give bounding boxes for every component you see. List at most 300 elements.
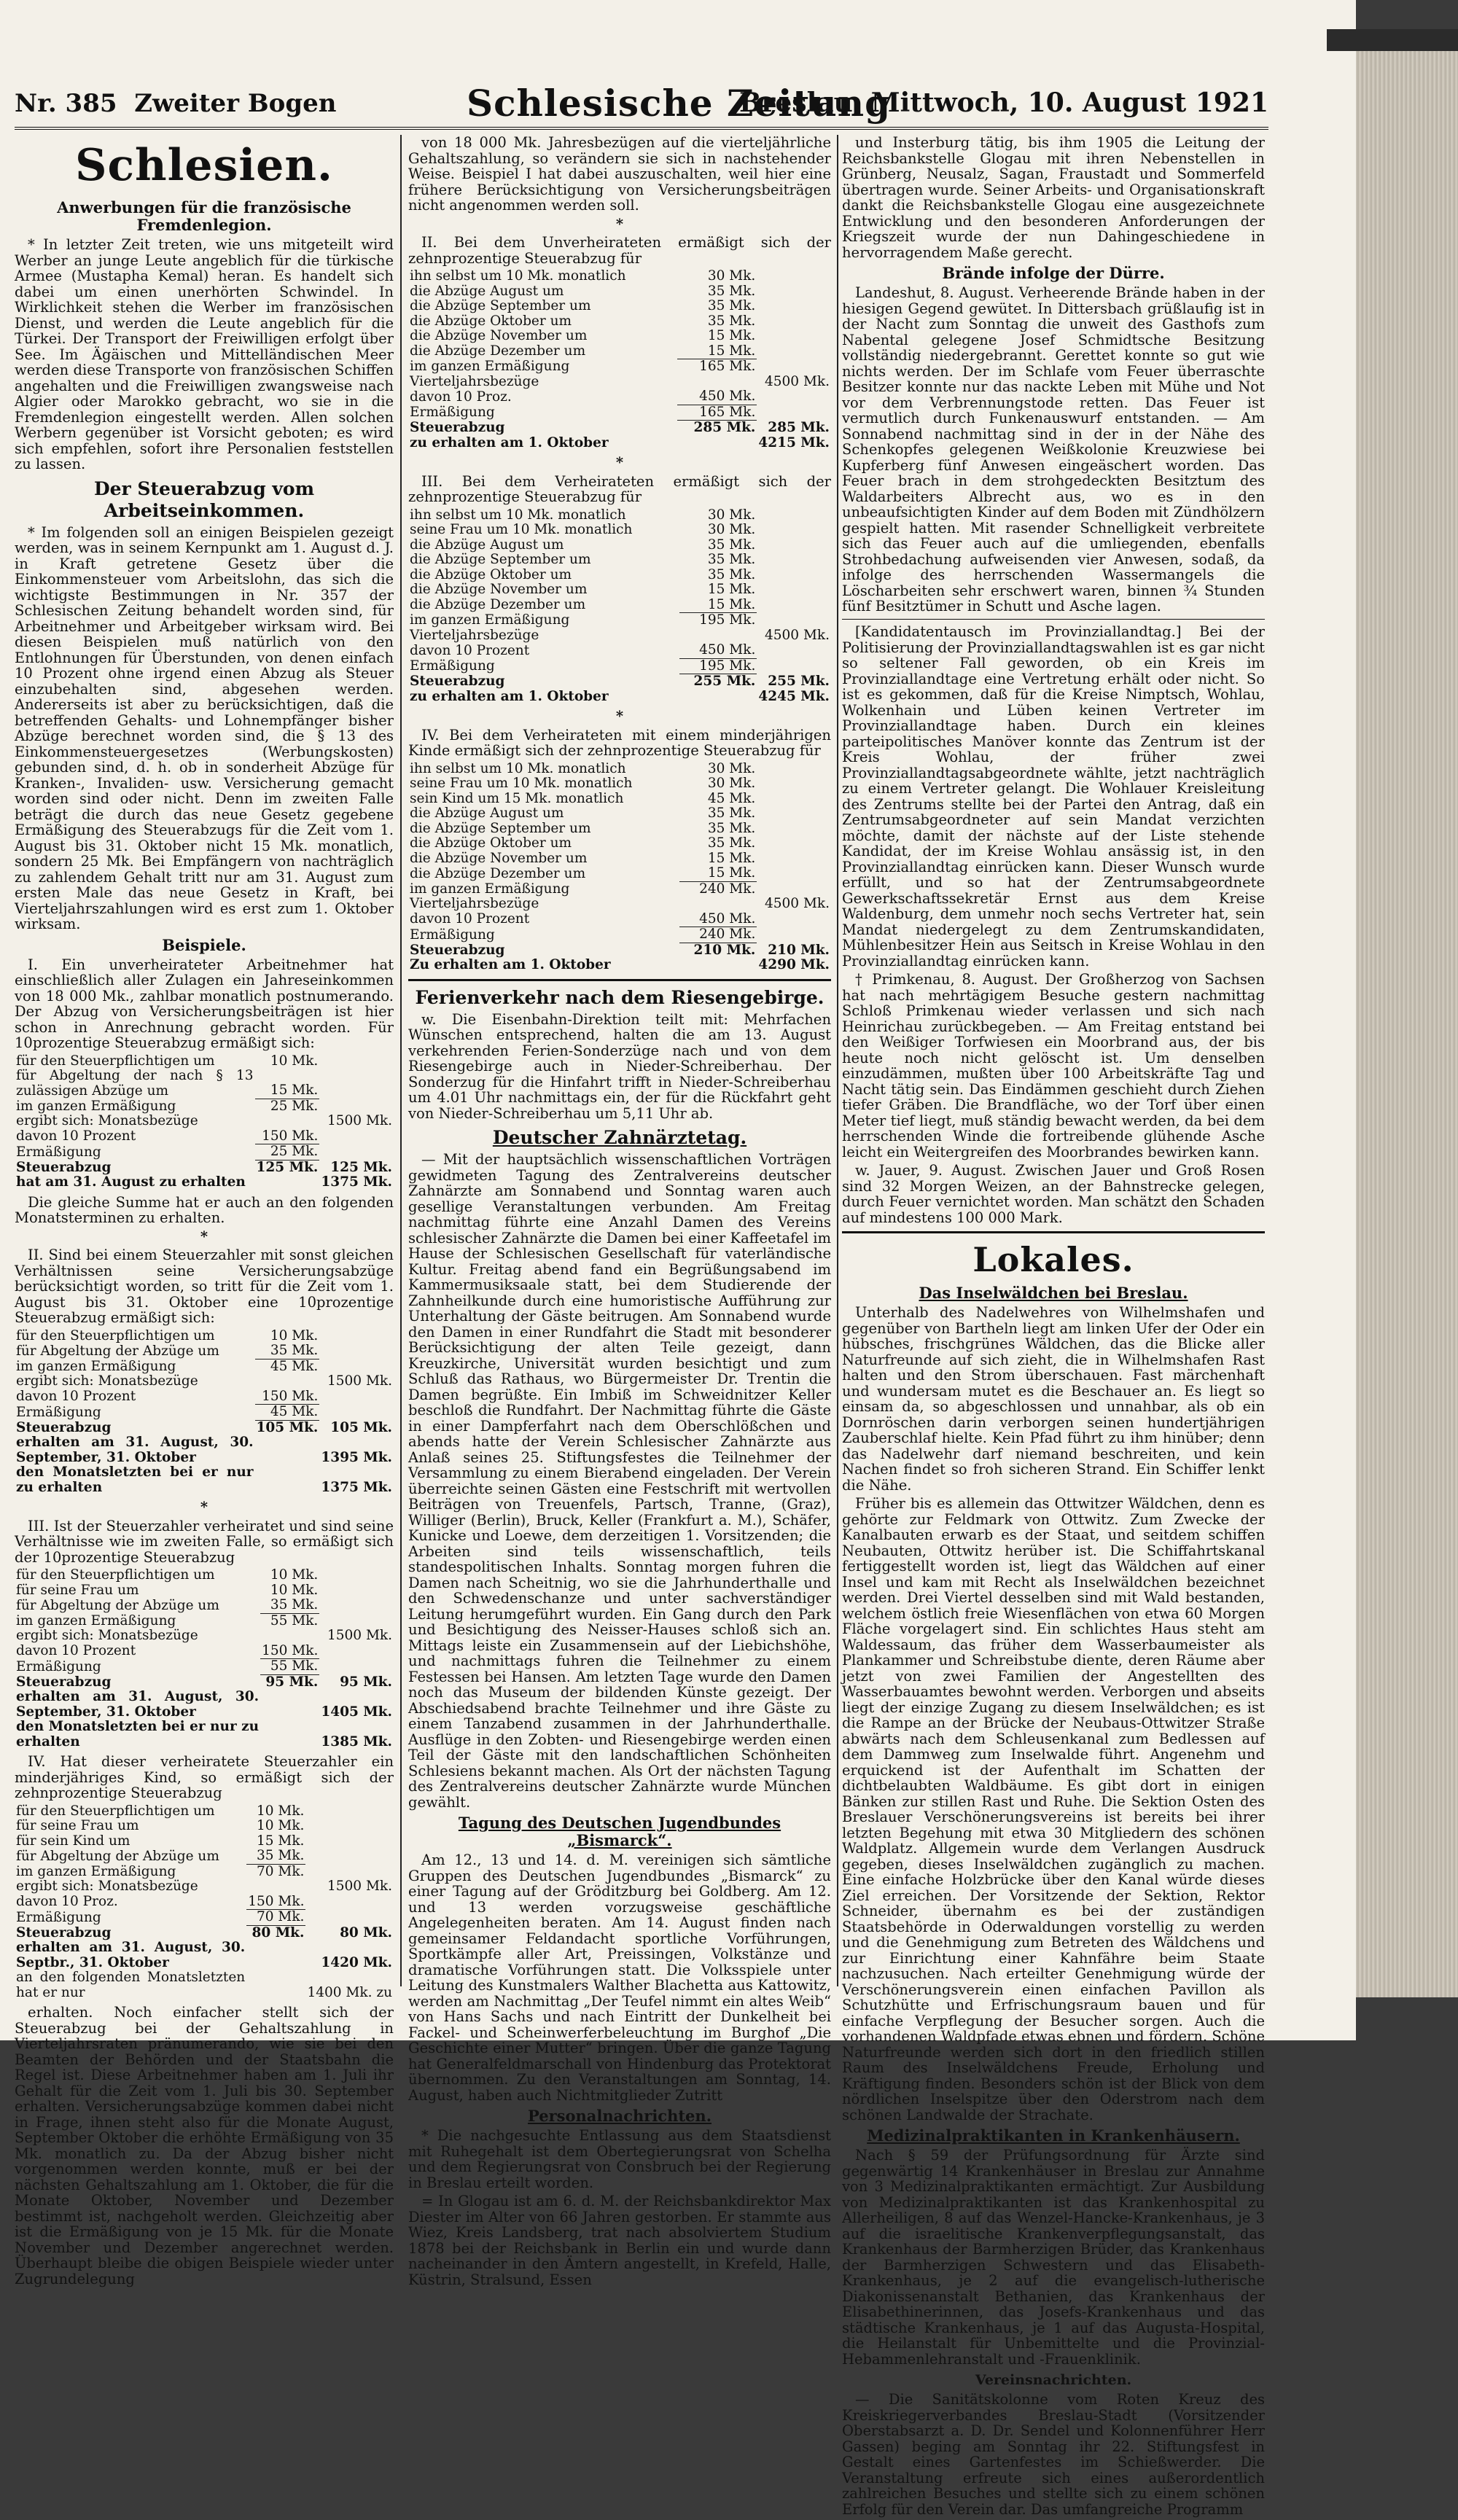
calc-value: 210 Mk. — [679, 943, 757, 958]
calc-value: 15 Mk. — [707, 328, 756, 343]
calc-label: zu erhalten am 1. Oktober — [410, 688, 609, 704]
calc-label: für den Steuerpflichtigen um — [16, 1803, 215, 1819]
calc-value: 240 Mk. — [679, 881, 757, 897]
calc-label: im ganzen Ermäßigung — [16, 1358, 176, 1374]
calc-total: 4290 Mk. — [758, 957, 830, 972]
calc-value: 35 Mk. — [707, 820, 756, 836]
calc-total — [319, 1583, 394, 1599]
calc-label: Ermäßigung — [16, 1144, 101, 1160]
calc-row — [408, 436, 831, 451]
calc-label: Ermäßigung — [16, 1404, 101, 1420]
calc-label: davon 10 Proz. — [410, 389, 512, 405]
article-text: * Im folgenden soll an einigen Beispielen gezeigt werden, was in seinem Kernpunkt am 1. August d. J. in Kraft getretene Gesetz über die Einkommensteuer vom Arbeitslohn, das sich die wichtigste Bestimmungen in Nr. 357 der Schlesischen Zeitung behandelt worden sind, für Arbeitnehmer und Arbeitgeber wirksam wird. Bei diesen Beispielen muß natürlich von den Entlohnungen für Überstunden, von denen einfach 10 Prozent ohne irgend einen Abzug als Steuer einzubehalten sind, abgesehen werden. Andererseits ist aber zu berücksichtigen, daß die betreffenden Gehalts- und Lohnempfänger bisher Abzüge berechnet worden sind, die § 13 des Einkommensteuergesetzes (Werbungskosten) gebunden sind, d. h. ob in sonderheit Abzüge für Kranken-, Invaliden- usw. Versicherung gemacht worden sind oder nicht. Denn im zweiten Falle beträgt die durch das neue Gesetz gegebene Ermäßigung des Steuerabzugs für die Zeit vom 1. August bis 31. Oktober nicht 15 Mk. monatlich, sondern 25 Mk. Bei Empfängern von nachträglich zu zahlendem Gehalt tritt nur am 31. August zum ersten Male das neue Gesetz in Kraft, bei Vierteljahrszahlungen wird es erst zum 1. Oktober wirksam. — [15, 523, 394, 932]
calc-label: an den folgenden Monatsletzten hat er nur — [16, 1970, 246, 2000]
calc-label: die Abzüge Dezember um — [410, 343, 586, 359]
calc-value: 450 Mk. — [699, 910, 756, 927]
calc-value: 195 Mk. — [679, 613, 757, 628]
calc-total: 1500 Mk. — [327, 1879, 392, 1894]
calc-label: die Abzüge November um — [410, 582, 588, 597]
calc-row — [408, 806, 831, 822]
calc-value: 35 Mk. — [707, 566, 756, 582]
article-text: — Mit der hauptsächlich wissenschaftlichen Vorträgen gewidmeten Tagung des Zentralvereins deutscher Zahnärzte am Sonnabend und Sonntag waren auch gesellige Veranstaltungen verbunden. Am Freitag nachmittag führte eine Anzahl Damen des Vereins schlesischer Zahnärzte die Damen bei einer Kaffeetafel im Hause der Schlesischen Gesellschaft für vaterländische Kultur. Freitag abend fand ein Begrüßungsabend im Kammermusiksaale statt, bei dem Studierende der Zahnheilkunde durch eine humoristische Aufführung zur Unterhaltung der Gäste beitrugen. Am Sonnabend wurde den Damen in einer Rundfahrt die Stadt mit besonderer Berücksichtigung der alten Teile gezeigt, dann Kreuzkirche, Universität wurden besichtigt und zum Schluß das Rathaus, wo Bürgermeister Dr. Trentin die Damen begrüßte. Ein Imbiß im Schweidnitzer Keller beschloß die Rundfahrt. Der Nachmittag führte die Gäste in einer Dampferfahrt nach dem Oberschlößchen und abends hatte der Verein Schlesischer Zahnärzte aus Anlaß seines 25. Stiftungsfestes die Teilnehmer der Versammlung zu einem Bierabend eingeladen. Der Verein überreichte seinen Gästen eine Festschrift mit wertvollen Beiträgen von Treuenfels, Partsch, Tranne, (Graz), Williger (Berlin), Bruck, Keller (Frankfurt a. M.), Schäfer, Kunicke und Loewe, dem derzeitigen 1. Vorsitzenden; die Arbeiten sind teils wissenschaftlich, teils standespolitischen Inhalts. Sonntag morgen fuhren die Damen nach Scheitnig, wo sie die Jahrhunderthalle und den Schwedenschanze und unter sachverständiger Leitung herumgeführt wurden. Ein Gang durch den Park und Besichtigung des Neisser-Hauses schloß sich an. Mittags leiste ein Zusammensein auf der Liebichshöhe, und nachmittags fuhren die Teilnehmer zu einem Festessen bei Hansen. Am letzten Tage wurde den Damen noch das Museum der bildenden Künste gezeigt. Der Abschiedsabend brachte Teilnehmer und ihre Gäste zu einem Tanzabend zusammen in der Jahrhunderthalle. Ausflüge in den Zobten- und Riesengebirge werden einen Teil der Gäste mit den landschaftlichen Schönheiten Schlesiens bekannt machen. Als Ort der nächsten Tagung des Zentralvereins deutscher Zahnärzte wurde München gewählt. — [408, 1151, 832, 1811]
calc-row — [15, 1583, 394, 1599]
calc-total — [319, 1659, 394, 1675]
calc-row — [15, 1910, 394, 1926]
calc-total — [319, 1099, 394, 1114]
calc-row — [408, 628, 831, 644]
calc-label: die Abzüge August um — [410, 283, 564, 299]
calc-row — [15, 1628, 394, 1644]
calc-row — [408, 284, 831, 300]
calc-total: 4500 Mk. — [765, 373, 830, 389]
calc-value: 255 Mk. — [679, 674, 757, 690]
calc-value — [679, 628, 757, 644]
calc-row — [408, 958, 831, 973]
calc-total — [319, 1405, 394, 1421]
calc-label: die Abzüge September um — [410, 552, 591, 567]
example-intro: IV. Bei dem Verheirateten mit einem minderjährigen Kinde ermäßigt sich der zehnprozentige Steuerabzug für — [408, 726, 831, 759]
calc-label: ergibt sich: Monatsbezüge — [16, 1628, 198, 1643]
calc-label: seine Frau um 10 Mk. monatlich — [410, 522, 633, 537]
calc-row — [15, 1644, 394, 1659]
calc-row — [15, 1895, 394, 1910]
calc-table — [408, 269, 831, 450]
calc-row — [408, 851, 831, 867]
calc-row — [15, 1598, 394, 1613]
calc-row — [408, 299, 831, 314]
calc-value: 35 Mk. — [707, 537, 756, 553]
calc-label: die Abzüge Dezember um — [410, 865, 586, 881]
calc-row — [15, 1970, 394, 2000]
book-edge — [1356, 44, 1458, 1997]
section-heading-schlesien: Schlesien. — [75, 140, 333, 191]
calc-total — [319, 1069, 394, 1099]
calc-row — [15, 1720, 394, 1749]
calc-label: im ganzen Ermäßigung — [16, 1863, 176, 1879]
calc-total: 255 Mk. — [768, 674, 830, 689]
calc-row — [408, 344, 831, 359]
calc-row — [15, 1690, 394, 1720]
calc-row — [408, 375, 831, 390]
calc-label: Ermäßigung — [410, 927, 495, 943]
calc-row — [408, 762, 831, 777]
calc-label: für seine Frau um — [16, 1582, 139, 1598]
calc-total: 1385 Mk. — [321, 1733, 392, 1749]
calc-label: ihn selbst um 10 Mk. monatlich — [410, 507, 626, 523]
calc-total — [319, 1359, 394, 1374]
newspaper-title: Schlesische Zeitung — [467, 82, 892, 125]
calc-value: 45 Mk. — [707, 790, 756, 806]
calc-row — [408, 690, 831, 705]
calc-value: 15 Mk. — [707, 582, 756, 597]
calc-row — [15, 1674, 394, 1690]
calc-label: im ganzen Ermäßigung — [410, 612, 570, 628]
calc-total — [305, 1864, 394, 1879]
calc-label: die Abzüge August um — [410, 537, 564, 553]
example-intro: III. Bei dem Verheirateten ermäßigt sich der zehnprozentige Steuerabzug für — [408, 472, 831, 505]
section-heading-lokales: Lokales. — [972, 1240, 1134, 1279]
calc-row — [15, 1099, 394, 1114]
calc-value: 30 Mk. — [707, 522, 756, 537]
calc-label: die Abzüge November um — [410, 328, 588, 343]
calc-label: für seine Frau um — [16, 1818, 139, 1833]
article-text: Nach § 59 der Prüfungsordnung für Ärzte sind gegenwärtig 14 Krankenhäuser in Breslau zur Annahme von 3 Medizinalpraktikanten ermächtigt. Zur Ausbildung von Medizinalpraktikanten ist das Krankenhospital zu Allerheiligen, 8 auf das Wenzel-Hancke-Krankenhaus, je 3 auf die israelitische Krankenverpflegungsanstalt, das Krankenhaus der Barmherzigen Brüder, das Krankenhaus der Barmherzigen Schwestern und das Elisabeth-Krankenhaus, je 2 auf die evangelisch-lutherische Diakonissenanstalt Bethanien, das Krankenhaus der Elisabethinerinnen, das Josefs-Krankenhaus und das städtische Krankenhaus, je 1 auf das Augusta-Hospital, die Heilanstalt für Unbemittelte und die Provinzial-Hebammenlehranstalt und -Frauenklinik. — [842, 2147, 1265, 2368]
calc-label: hat am 31. August zu erhalten — [16, 1174, 246, 1190]
calc-row — [408, 836, 831, 851]
calc-total — [757, 568, 831, 583]
calc-total — [305, 1804, 394, 1819]
calc-value: 10 Mk. — [256, 1803, 305, 1819]
calc-label: Ermäßigung — [410, 658, 495, 674]
separator-star: * — [200, 1228, 208, 1245]
calc-row — [15, 1659, 394, 1675]
calc-label: erhalten am 31. August, 30. Septbr., 31. Oktober — [16, 1940, 246, 1970]
calc-row — [15, 1144, 394, 1160]
calc-label: Steuerabzug — [16, 1419, 112, 1435]
calc-row — [408, 329, 831, 344]
calc-value — [255, 1374, 320, 1389]
calc-row — [408, 582, 831, 598]
article-title: Deutscher Zahnärztetag. — [492, 1127, 747, 1148]
calc-value: 35 Mk. — [270, 1343, 319, 1358]
calc-total — [319, 1129, 394, 1144]
calc-value: 15 Mk. — [270, 1082, 319, 1098]
calc-row — [408, 674, 831, 690]
calc-value: 125 Mk. — [256, 1159, 319, 1175]
article-text: w. Jauer, 9. August. Zwischen Jauer und Groß Rosen sind 32 Morgen Weizen, an der Bahnstrecke gelegen, durch Feuer vernichtet worden. Man schätzt den Schaden auf mindestens 100 000 Mark. — [842, 1162, 1265, 1226]
calc-total: 1400 Mk. zu — [307, 1984, 392, 2000]
calc-total: 4500 Mk. — [765, 896, 830, 911]
calc-value — [255, 1465, 320, 1495]
article-text: und Insterburg tätig, bis ihm 1905 die Leitung der Reichsbankstelle Glogau mit ihren Nebenstellen in Grünberg, Neusalz, Sagan, Fraustadt und Sommerfeld übertragen wurde. Seiner Arbeits- und Organisationskraft dankt die Reichsbankstelle Glogau eine ausgezeichnete Entwicklung und den besonderen Anforderungen der Kriegszeit wurde der nun Dahingeschiedene in hervorragendem Maße gerecht. — [842, 134, 1265, 261]
calc-row — [408, 613, 831, 628]
calc-value: 165 Mk. — [677, 405, 757, 421]
calc-label: ergibt sich: Monatsbezüge — [16, 1373, 198, 1389]
divider — [842, 1231, 1265, 1233]
calc-label: davon 10 Prozent — [16, 1643, 136, 1658]
calc-total: 4215 Mk. — [758, 434, 830, 450]
calc-row — [408, 359, 831, 375]
calc-row — [15, 1940, 394, 1970]
calc-total — [757, 508, 831, 523]
calc-value: 15 Mk. — [707, 596, 756, 612]
calc-label: die Abzüge August um — [410, 805, 564, 821]
calc-value: 150 Mk. — [262, 1388, 319, 1404]
calc-row — [408, 405, 831, 421]
calc-value: 80 Mk. — [246, 1925, 305, 1940]
calc-label: Ermäßigung — [16, 1909, 101, 1925]
calc-total — [757, 359, 831, 375]
calc-row — [15, 1405, 394, 1421]
calc-value: 15 Mk. — [707, 850, 756, 866]
calc-total: 285 Mk. — [768, 420, 830, 435]
calc-row — [408, 881, 831, 897]
article-title: Das Inselwäldchen bei Breslau. — [919, 1284, 1188, 1302]
calc-row — [15, 1568, 394, 1583]
scan-border — [1327, 29, 1458, 51]
calc-value: 45 Mk. — [255, 1405, 320, 1421]
calc-label: davon 10 Prozent — [410, 911, 530, 927]
article-text: Am 12., 13 und 14. d. M. vereinigen sich sämtliche Gruppen des Deutschen Jugendbundes „Bismarck“ zu einer Tagung auf der Gröditzburg bei Goldberg. Am 12. und 13 werden vorzugsweise geschäftliche Angelegenheiten beraten. Am 14. August finden nach gemeinsamer Feldandacht sportliche Vorführungen, Sportkämpfe aller Art, Preissingen, Volkstänze und dramatische Vorführungen statt. Die Volksspiele unter Leitung des Kunstmalers Walther Blachetta aus Kattowitz, werden am Nachmittag „Der Teufel nimmt ein altes Weib“ von Hans Sachs und nach Eintritt der Dunkelheit bei Fackel- und Scheinwerferbeleuchtung im Burghof „Die Geschichte einer Mutter“ bringen. Über die ganze Tagung hat Generalfeldmarschall von Hindenburg das Protektorat übernommen. Zu den Veranstaltungen am Sonntag, 14. August, haben auch Nichtmitglieder Zutritt — [408, 1852, 831, 2104]
calc-row — [15, 1849, 394, 1864]
separator-star: * — [615, 454, 624, 471]
calc-total — [757, 776, 831, 792]
calc-value — [677, 375, 757, 390]
calc-label: ergibt sich: Monatsbezüge — [16, 1113, 198, 1128]
issue-number: Nr. 385 Zweiter Bogen — [15, 89, 337, 118]
calc-value: 450 Mk. — [699, 642, 756, 658]
article-text: * Die nachgesuchte Entlassung aus dem Staatsdienst mit Ruhegehalt ist dem Obertegierungsrat von Schelha und dem Regierungsrat von Consbruch bei der Regierung in Breslau erteilt worden. — [408, 2127, 831, 2191]
calc-total — [319, 1598, 394, 1613]
calc-total — [757, 269, 831, 284]
calc-value: 105 Mk. — [256, 1419, 319, 1435]
calc-total — [757, 314, 831, 329]
calc-label: Steuerabzug — [16, 1924, 112, 1940]
calc-label: ergibt sich: Monatsbezüge — [16, 1879, 198, 1894]
calc-label: davon 10 Prozent — [410, 642, 530, 658]
calc-total: 1500 Mk. — [327, 1113, 392, 1128]
calc-row — [15, 1175, 394, 1190]
calc-value: 35 Mk. — [707, 313, 756, 329]
calc-label: für den Steuerpflichtigen um — [16, 1567, 215, 1583]
calc-total — [757, 299, 831, 314]
calc-total — [319, 1329, 394, 1344]
calc-label: die Abzüge November um — [410, 850, 588, 866]
calc-row — [408, 822, 831, 837]
calc-label: Steuerabzug — [410, 942, 505, 958]
calc-table — [408, 762, 831, 973]
calc-total — [319, 1389, 394, 1405]
calc-label: Steuerabzug — [410, 674, 505, 689]
calc-total — [757, 582, 831, 598]
calc-total — [305, 1834, 394, 1849]
calc-label: für Abgeltung der nach § 13 zulässigen Abzüge um — [16, 1068, 254, 1099]
calc-total — [757, 822, 831, 837]
calc-total — [757, 881, 831, 897]
article-text: erhalten. Noch einfacher stellt sich der Steuerabzug bei der Gehaltszahlung in Vierteljahrsraten pränumerando, wie sie bei den Beamten der Behörden und der Staatsbahn die Regel ist. Diese Arbeitnehmer haben am 1. Juli ihr Gehalt für die Zeit vom 1. Juli bis 30. September erhalten. Versicherungsabzüge kommen dabei nicht in Frage, ihnen steht also für die Monate August, September Oktober die erhöhte Ermäßigung von 35 Mk. monatlich zu. Da der Abzug bisher nicht vorgenommen werden konnte, muß er bei der nächsten Gehaltszahlung am 1. Oktober, die für die Monate Oktober, November und Dezember bestimmt ist, nachgeholt werden. Gleichzeitig aber ist die Ermäßigung von je 15 Mk. für die Monate November und Dezember angerechnet werden. Überhaupt bleibe die obigen Beispiele wieder unter Zugrundelegung — [15, 2004, 394, 2287]
calc-label: für Abgeltung der Abzüge um — [16, 1597, 219, 1613]
calc-row — [408, 314, 831, 329]
calc-table — [15, 1804, 394, 2001]
example-intro: II. Bei dem Unverheirateten ermäßigt sich der zehnprozentige Steuerabzug für — [408, 234, 831, 267]
calc-label: die Abzüge Oktober um — [410, 566, 572, 582]
calc-value: 25 Mk. — [255, 1099, 320, 1114]
example-intro: III. Ist der Steuerzahler verheiratet und sind seine Verhältnisse wie im zweiten Falle, so ermäßigt sich der 10prozentige Steuerabzug — [15, 1517, 394, 1566]
calc-total — [319, 1144, 394, 1160]
article-text: Unterhalb des Nadelwehres von Wilhelmshafen und gegenüber von Bartheln liegt am linken Ufer der Oder ein hübsches, frischgrünes Wäldchen, das die Blicke aller Naturfreunde auf sich zieht, die in Wilhelmshafen Rast halten und den Strom überschauen. Fast märchenhaft und wundersam mutet es die Beschauer an. Es liegt so einsam da, so abgeschlossen und unnahbar, als ob ein Dornröschen darin verborgen seinen hundertjährigen Zauberschlaf hielte. Kein Pfad führt zu ihm hinüber; denn das Nadelwehr darf niemand beschreiten, und kein Nachen findet so froh sicheren Strand. Ein Schiffer lenkt die Nähe. — [842, 1304, 1265, 1494]
calc-row — [15, 1359, 394, 1374]
calc-value: 150 Mk. — [262, 1128, 319, 1144]
calc-row — [15, 1879, 394, 1895]
calc-label: für den Steuerpflichtigen um — [16, 1327, 215, 1343]
calc-label: im ganzen Ermäßigung — [410, 881, 570, 897]
column-rule — [400, 135, 402, 1986]
calc-total — [757, 284, 831, 300]
calc-total — [757, 523, 831, 538]
calc-value: 240 Mk. — [679, 927, 757, 943]
calc-row — [408, 508, 831, 523]
calc-total — [757, 553, 831, 568]
article-title: Personalnachrichten. — [528, 2107, 712, 2125]
calc-total: 1375 Mk. — [321, 1174, 392, 1190]
calc-row — [15, 1343, 394, 1359]
calc-total: 80 Mk. — [340, 1924, 392, 1940]
calc-total — [319, 1613, 394, 1628]
calc-total: 105 Mk. — [330, 1419, 392, 1435]
calc-value: 285 Mk. — [677, 421, 757, 436]
calc-value: 70 Mk. — [246, 1864, 305, 1879]
calc-total: 1420 Mk. — [321, 1954, 392, 1970]
article-title: Medizinalpraktikanten in Krankenhäusern. — [867, 2126, 1240, 2145]
article-text: Früher bis es allemein das Ottwitzer Wäldchen, denn es gehörte zur Feldmark von Ottwitz. Zum Zwecke der Kanalbauten erwarb es der Staat, und seitdem schiffen Neubauten, Ottwitz herüber ist. Die Schiffahrtskanal fertiggestellt worden ist, liegt das Wäldchen auf einer Insel und kam mit Recht als Inselwäldchen bezeichnet werden. Drei Viertel desselben sind mit Wald bestanden, welchem östlich freie Wiesenflächen von etwa 60 Morgen Fläche vorgelagert sind. Ein schlichtes Haus steht am Waldessaum, das früher dem Wasserbaumeister als Plankammer und Schreibstube diente, deren Räume aber jetzt von zwei Familien der Angestellten des Wasserbauamtes bewohnt werden. Verborgen und abseits liegt der einzige Zugang zu diesem Inselwäldchen; es ist die Rampe an der Brücke der Neubaus-Ottwitzer Straße abwärts nach dem Schleusenkanal zum Bedlessen auf dem Dammweg zum Inselwalde führt. Angenehm und erquickend ist der Aufenthalt im Schatten der dichtbelaubten Waldbäume. Es gibt dort in einigen Bänken zur stillen Rast und Ruhe. Die Sektion Osten des Breslauer Verschönerungsvereins ist bereits bei ihrer letzten Begehung mit etwa 30 Mitgliedern des schönen Waldplatz. Allgemein wurde dem Verlangen Ausdruck gegeben, dieses Inselwäldchen zugänglich zu machen. Eine einfache Holzbrücke über den Kanal würde dieses Ziel erreichen. Der Vorsitzende der Sektion, Rektor Schneider, übernahm es bei der zuständigen Staatsbehörde in Oderwaldungen vorstellig zu werden und die Genehmigung zum Betreten des Wäldchens und zur Einrichtung einer Kahnfähre beim Staate nachzusuchen. Nach erteilter Genehmigung würde der Verschönerungsverein einen einfachen Pavillon als Schutzhütte und Erfrischungsraum bauen und für einfache Verpflegung der Besucher sorgen. Auch die vorhandenen Waldpfade etwas ebnen und fördern. Schöne Naturfreunde werden sich dort in den friedlich stillen Raum des Inselwäldchens Freude, Erholung und Kräftigung finden. Besonders schön ist der Blick von dem nördlichen Inselspitze über den Oderstrom nach dem schönen Landwalde der Strachate. — [842, 1495, 1265, 2123]
calc-total: 4500 Mk. — [765, 627, 830, 643]
calc-value: 10 Mk. — [270, 1053, 319, 1069]
calc-value: 30 Mk. — [707, 760, 756, 776]
calc-label: die Abzüge Oktober um — [410, 313, 572, 329]
calc-row — [408, 912, 831, 927]
article-text: von 18 000 Mk. Jahresbezügen auf die vierteljährliche Gehaltszahlung, so verändern sie sich in nachstehender Weise. Beispiel I hat dabei auszuschalten, weil hier eine frühere Berücksichtigung von Versicherungsbeiträgen nicht angenommen werden soll. — [408, 134, 831, 214]
calc-value: 10 Mk. — [270, 1582, 319, 1598]
calc-total — [757, 836, 831, 851]
calc-total: 1395 Mk. — [321, 1449, 392, 1465]
calc-value: 10 Mk. — [270, 1567, 319, 1583]
calc-value: 10 Mk. — [270, 1327, 319, 1343]
calc-label: Steuerabzug — [16, 1159, 112, 1175]
calc-total: 4245 Mk. — [758, 688, 830, 704]
calc-value: 70 Mk. — [246, 1910, 305, 1926]
calc-label: für den Steuerpflichtigen um — [16, 1053, 215, 1069]
calc-total — [305, 1819, 394, 1834]
calc-value: 30 Mk. — [707, 268, 756, 284]
calc-row — [15, 1114, 394, 1129]
calc-label: Steuerabzug — [410, 420, 505, 435]
subheading-beispiele: Beispiele. — [162, 935, 246, 954]
calc-total — [757, 912, 831, 927]
example-intro: I. Ein unverheirateter Arbeitnehmer hat einschließlich aller Zulagen ein Jahreseinkommen von 18 000 Mk., zahlbar monatlich postnumerando. Der Abzug von Versicherungsbeiträgen ist hier schon in Anrechnung gebracht worden. Für 10prozentige Steuerabzug ermäßigt sich: — [15, 956, 394, 1051]
column-1 — [15, 135, 394, 2290]
article-text: — Die Sanitätskolonne vom Roten Kreuz des Kreiskriegerverbandes Breslau-Stadt (Vorsitzender Oberstabsarzt a. D. Dr. Sendel und Kolonnenführer Herr Gassen) beging am Sonntag ihr 22. Stiftungsfest in Gestalt eines Gartenfestes im Schießwerder. Die Veranstaltung erfreute sich eines außerordentlich zahlreichen Besuches und stellte sich zu einem schönen Erfolg für den Verein dar. Das umfangreiche Programm — [842, 2391, 1265, 2518]
calc-value: 25 Mk. — [255, 1144, 320, 1160]
calc-row — [408, 643, 831, 658]
calc-total — [757, 927, 831, 943]
calc-value: 35 Mk. — [707, 298, 756, 313]
calc-label: davon 10 Prozent — [16, 1389, 136, 1404]
calc-value: 15 Mk. — [256, 1833, 305, 1849]
place-date: Breslau, Mittwoch, 10. August 1921 — [739, 87, 1268, 118]
calc-total: 1405 Mk. — [321, 1704, 392, 1720]
calc-value: 45 Mk. — [255, 1359, 320, 1374]
calc-value: 35 Mk. — [707, 283, 756, 299]
calc-row — [15, 1420, 394, 1435]
calc-label: für Abgeltung der Abzüge um — [16, 1848, 219, 1864]
calc-total — [757, 538, 831, 553]
calc-label: erhalten am 31. August, 30. September, 31. Oktober — [16, 1435, 254, 1465]
calc-label: ihn selbst um 10 Mk. monatlich — [410, 760, 626, 776]
calc-value: 30 Mk. — [707, 507, 756, 523]
calc-value: 55 Mk. — [260, 1613, 319, 1628]
article-title: Der Steuerabzug vom Arbeitseinkommen. — [93, 477, 315, 521]
separator-star: * — [615, 215, 624, 233]
article-title: Vereinsnachrichten. — [975, 2372, 1132, 2388]
calc-value: 150 Mk. — [248, 1893, 305, 1909]
calc-value — [679, 958, 757, 973]
calc-row — [15, 1389, 394, 1405]
calc-value: 35 Mk. — [270, 1597, 319, 1612]
calc-value — [246, 1940, 305, 1970]
calc-row — [408, 568, 831, 583]
article-title: Ferienverkehr nach dem Riesengebirge. — [415, 986, 824, 1008]
calc-total — [757, 866, 831, 881]
calc-row — [15, 1374, 394, 1389]
calc-label: die Abzüge September um — [410, 820, 591, 836]
calc-total — [757, 658, 831, 674]
calc-total — [757, 344, 831, 359]
calc-value — [260, 1720, 319, 1749]
article-text: * In letzter Zeit treten, wie uns mitgeteilt wird Werber an junge Leute angeblich für die türkische Armee (Mustapha Kemal) heran. Es handelt sich dabei um einen unerhörten Schwindel. In Wirklichkeit stehen die Werber im französischen Dienst, und werden die Leute angeblich für die Türkei. Der Transport der Freiwilligen erfolgt über See. Im Ägäischen und Mittelländischen Meer werden diese Transporte von französischen Schiffen angehalten und die Freiwilligen zwangsweise nach Algier oder Marokko gebracht, wo sie in die Fremdenlegion eingestellt werden. Allen solchen Werbern gegenüber ist Vorsicht geboten; es wird sich empfehlen, sofort ihre Personalien feststellen zu lassen. — [15, 236, 394, 472]
calc-label: Zu erhalten am 1. Oktober — [410, 957, 611, 972]
calc-total — [319, 1568, 394, 1583]
calc-label: seine Frau um 10 Mk. monatlich — [410, 776, 633, 791]
example-intro: II. Sind bei einem Steuerzahler mit sonst gleichen Verhältnissen seine Versicherungsabzüge berücksichtigt worden, so tritt für die Zeit vom 1. August bis 31. Oktober eine 10prozentige Steuerabzug ermäßigt sich: — [15, 1247, 394, 1326]
calc-total — [757, 613, 831, 628]
calc-label: im ganzen Ermäßigung — [16, 1098, 176, 1114]
calc-label: die Abzüge September um — [410, 298, 591, 313]
calc-total: 1500 Mk. — [327, 1373, 392, 1389]
calc-total — [305, 1910, 394, 1926]
calc-value: 10 Mk. — [256, 1818, 305, 1833]
calc-value: 35 Mk. — [707, 835, 756, 851]
calc-table — [15, 1054, 394, 1190]
calc-row — [408, 421, 831, 436]
calc-row — [408, 927, 831, 943]
calc-label: Steuerabzug — [16, 1674, 112, 1690]
calc-row — [15, 1465, 394, 1495]
calc-table — [408, 508, 831, 705]
calc-total — [757, 851, 831, 867]
calc-label: davon 10 Proz. — [16, 1894, 118, 1909]
article-text: Landeshut, 8. August. Verheerende Brände haben in der hiesigen Gegend gewütet. In Dittersbach grüßlaufig ist in der Nacht zum Sonntag die unweit des Gasthofs zum Nabental gelegene Josef Schmidtsche Besitzung vollständig niedergebrannt. Gerettet konnte so gut wie nichts werden. Der im Schlafe vom Feuer überraschte Besitzer konnte nur das nackte Leben mit Mühe und Not vor dem Verbrennungstode retten. Das Feuer ist vermutlich durch Funkenauswurf entstanden. — Am Sonnabend nachmittag sind in der in der Nähe des Schenkopfes gelegenen Weißkolonie Kreuzwiese bei Kupferberg fünf Anwesen eingeäschert worden. Das Feuer brach in dem strohgedeckten Besitztum des Waldarbeiters Albrecht aus, wo es in den unbeaufsichtigten Kinder auf dem Boden mit Zündhölzern gespielt hatten. Mit rasender Schnelligkeit verbreitete sich das Feuer auch auf die umliegenden, ebenfalls Strohbedachung aufweisenden vier Anwesen, sodaß, da infolge des herrschenden Wassermangels die Löscharbeiten sehr erschwert waren, binnen ¾ Stunden fünf Besitztümer in Schutt und Asche lagen. — [842, 284, 1265, 615]
calc-row — [408, 389, 831, 405]
calc-value: 30 Mk. — [707, 776, 756, 791]
calc-value: 35 Mk. — [256, 1848, 305, 1863]
calc-value: 35 Mk. — [707, 805, 756, 821]
calc-value: 15 Mk. — [707, 865, 756, 881]
calc-table — [15, 1329, 394, 1496]
calc-value — [246, 1879, 305, 1895]
calc-value: 150 Mk. — [262, 1642, 319, 1658]
calc-label: erhalten am 31. August, 30. September, 31. Oktober — [16, 1689, 260, 1720]
calc-total: 95 Mk. — [340, 1674, 392, 1690]
calc-value: 195 Mk. — [679, 658, 757, 674]
calc-row — [408, 269, 831, 284]
calc-value — [679, 897, 757, 912]
calc-row — [15, 1834, 394, 1849]
calc-label: Ermäßigung — [16, 1658, 101, 1674]
calc-total — [319, 1343, 394, 1359]
calc-total — [757, 329, 831, 344]
example-intro: IV. Hat dieser verheiratete Steuerzahler ein minderjähriges Kind, so ermäßigt sich der zehnprozentige Steuerabzug — [15, 1753, 394, 1801]
article-title: Anwerbungen für die französische Fremdenlegion. — [57, 198, 351, 234]
calc-row — [15, 1160, 394, 1175]
article-text: = In Glogau ist am 6. d. M. der Reichsbankdirektor Max Diester im Alter von 66 Jahren gestorben. Er stammte aus Wiez, Kreis Landsberg, trat nach absolviertem Studium 1878 bei der Reichsbank in Berlin ein und wurde dann nacheinander in den Ämtern angestellt, in Krefeld, Halle, Küstrin, Stralsund, Essen — [408, 2193, 831, 2288]
calc-row — [408, 553, 831, 568]
calc-value: 15 Mk. — [707, 343, 756, 359]
calc-label: im ganzen Ermäßigung — [16, 1612, 176, 1628]
article-title: Brände infolge der Dürre. — [942, 264, 1165, 282]
calc-total — [757, 598, 831, 613]
calc-value: 35 Mk. — [707, 552, 756, 567]
calc-total — [319, 1054, 394, 1069]
